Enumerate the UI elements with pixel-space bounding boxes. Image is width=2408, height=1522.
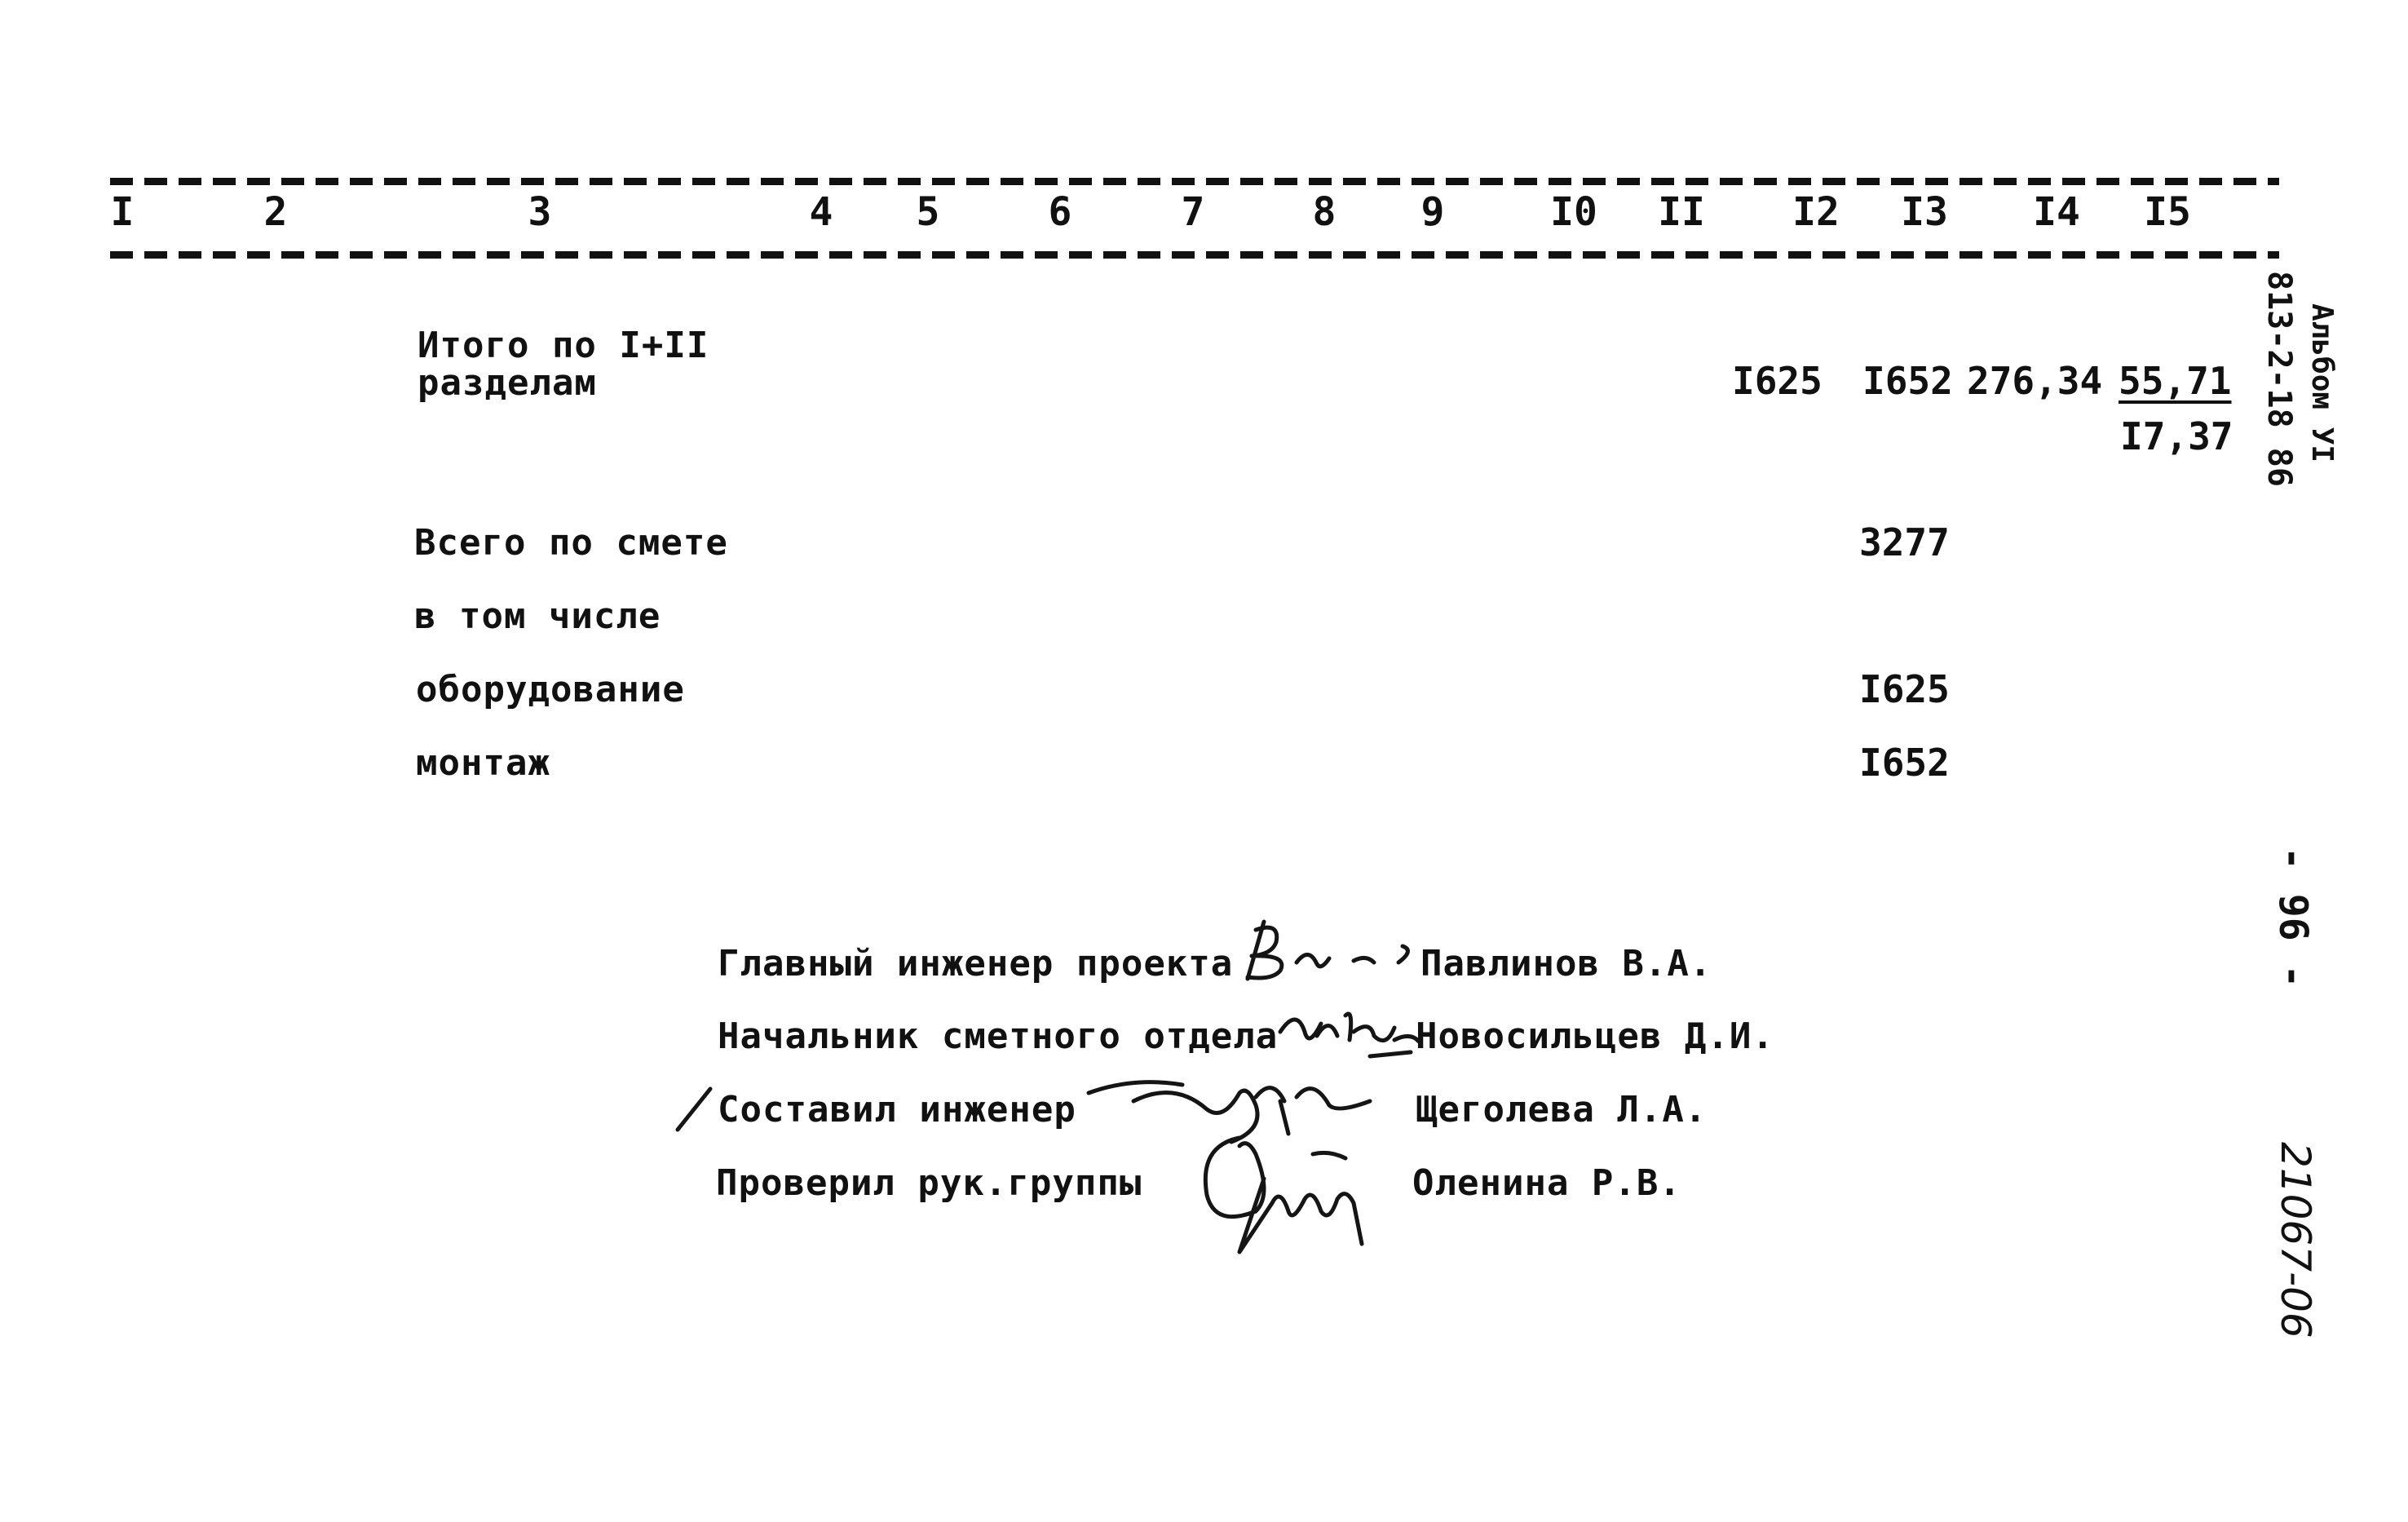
header-top-dashed-line — [110, 178, 2279, 185]
total-label-line1: Итого по I+II — [418, 325, 709, 366]
column-number: 8 — [1312, 189, 1337, 235]
estimate-head-title: Начальник сметного отдела — [718, 1015, 1279, 1057]
installation-label: монтаж — [416, 742, 550, 784]
total-installation-value: I652 — [1862, 359, 1953, 403]
page-number: - 96 - — [2270, 847, 2316, 989]
column-number: I3 — [1901, 189, 1948, 235]
column-number: II — [1658, 189, 1705, 235]
column-number: 4 — [809, 189, 833, 235]
column-number: 2 — [263, 189, 288, 235]
grand-total-label: Всего по смете — [414, 522, 728, 564]
compiled-name: Щеголева Л.А. — [1416, 1089, 1708, 1130]
estimate-head-name: Новосильцев Д.И. — [1416, 1015, 1774, 1057]
including-label: в том числе — [414, 595, 661, 637]
equipment-value: I625 — [1859, 667, 1950, 711]
column-number: I4 — [2033, 189, 2080, 235]
chief-engineer-name: Павлинов В.А. — [1420, 943, 1712, 984]
total-equipment-value: I625 — [1732, 359, 1823, 403]
checked-signature — [1191, 1122, 1403, 1260]
column-number: 5 — [916, 189, 940, 235]
estimate-head-signature — [1272, 991, 1427, 1064]
total-col15-top-value: 55,71 — [2119, 359, 2232, 403]
header-bottom-dashed-line — [110, 251, 2279, 259]
checked-name: Оленина Р.В. — [1412, 1162, 1681, 1204]
column-number: 7 — [1181, 189, 1205, 235]
equipment-label: оборудование — [416, 669, 685, 710]
column-number: I0 — [1550, 189, 1597, 235]
checked-title: Проверил рук.группы — [716, 1162, 1142, 1204]
grand-total-value: 3277 — [1859, 520, 1950, 564]
document-number: 21067-06 — [2272, 1142, 2319, 1338]
column-number: 6 — [1048, 189, 1072, 235]
column-number: 9 — [1420, 189, 1445, 235]
total-col14-value: 276,34 — [1967, 359, 2103, 403]
installation-value: I652 — [1859, 741, 1950, 785]
total-label-line2: разделам — [418, 362, 597, 404]
column-number: I — [110, 189, 135, 235]
column-number: I5 — [2144, 189, 2191, 235]
album-code: 813-2-18 86 — [2260, 271, 2298, 487]
column-number: 3 — [528, 189, 552, 235]
margin-slash-mark — [674, 1085, 714, 1134]
total-col15-bottom-value: I7,37 — [2120, 414, 2233, 458]
album-label: Альбом УI — [2305, 303, 2339, 463]
chief-engineer-signature — [1215, 914, 1427, 987]
chief-engineer-title: Главный инженер проекта — [718, 943, 1234, 984]
column-number: I2 — [1792, 189, 1840, 235]
compiled-title: Составил инженер — [718, 1089, 1076, 1130]
